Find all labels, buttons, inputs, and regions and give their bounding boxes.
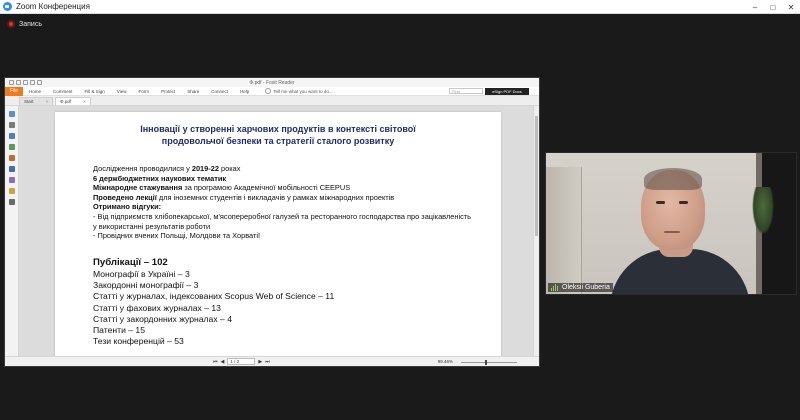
text: Міжнародне стажування <box>93 183 183 193</box>
participant-name: Oleksii Guberia <box>562 284 610 291</box>
scroll-thumb[interactable] <box>535 116 538 236</box>
document-tabs <box>5 96 539 106</box>
zoom-logo-icon <box>3 2 12 11</box>
page-number-input[interactable]: 1 / 2 <box>227 358 255 365</box>
text: Отримано відгуки: <box>93 202 162 212</box>
select-tool-icon[interactable] <box>9 122 15 128</box>
vertical-scrollbar[interactable] <box>533 106 539 356</box>
close-button[interactable]: ✕ <box>787 2 795 12</box>
recording-label: Запись <box>19 20 42 28</box>
publication-item: Монографії в Україні – 3 <box>93 269 190 279</box>
pdf-title-bar <box>5 78 539 87</box>
text: 6 держбюджетних наукових тематик <box>93 173 227 183</box>
video-plant <box>752 187 774 235</box>
recording-indicator[interactable] <box>7 20 42 28</box>
zoom-title-bar <box>0 0 800 14</box>
slide-title <box>65 123 491 147</box>
attachments-icon[interactable] <box>9 166 15 172</box>
pages-icon[interactable] <box>9 144 15 150</box>
close-tab-icon[interactable]: × <box>83 99 86 104</box>
hand-tool-icon[interactable] <box>9 111 15 117</box>
research-period <box>93 164 471 174</box>
maximize-button[interactable]: □ <box>770 2 776 12</box>
layers-icon[interactable] <box>9 177 15 183</box>
years: 2019-22 <box>191 164 219 173</box>
find-input[interactable]: Find <box>449 88 483 94</box>
topics-count <box>93 174 471 184</box>
file-menu[interactable]: File <box>5 87 23 96</box>
last-page-icon[interactable]: ⏭ <box>265 358 270 365</box>
feedback-heading <box>93 202 471 212</box>
window-controls <box>746 0 800 14</box>
menu-view[interactable]: View <box>116 88 127 94</box>
tab-label: Start <box>24 99 34 104</box>
comments-icon[interactable] <box>9 155 15 161</box>
menu-protect[interactable]: Protect <box>160 88 176 94</box>
publication-item: Закордонні монографії – 3 <box>93 280 199 291</box>
publication-item: Статті у фахових журналах – 13 <box>93 302 221 313</box>
signature-icon[interactable] <box>9 199 15 205</box>
participant-eye <box>679 201 688 204</box>
participant-eye <box>656 201 665 204</box>
pdf-window-title: Ф.pdf - Foxit Reader <box>249 79 295 86</box>
first-page-icon[interactable]: ⏮ <box>213 358 218 365</box>
text: Проведено лекції <box>93 192 157 202</box>
text: Дослідження проводилися у <box>93 164 192 173</box>
shared-screen <box>4 77 540 367</box>
menu-home[interactable]: Home <box>29 88 42 94</box>
feedback-item: - Провідних вчених Польщі, Молдови та Хорватії <box>93 231 261 241</box>
pdf-ribbon <box>5 87 539 96</box>
bookmark-icon[interactable] <box>9 133 15 139</box>
text: для іноземних студентів і викладачів у рамках міжнародних проектів <box>156 192 395 202</box>
participant-hair <box>644 168 702 190</box>
pdf-page <box>55 112 501 358</box>
window-title: Zoom Конференция <box>16 2 90 11</box>
audio-level-icon <box>551 284 559 291</box>
text: роках <box>218 164 241 173</box>
title-line: продовольчої безпеки та стратегії сталого розвитку <box>161 136 395 146</box>
zoom-slider[interactable] <box>461 362 517 363</box>
text: за програмою Академічної мобільності CEEPUS <box>182 183 351 193</box>
menu-comment[interactable]: Comment <box>53 88 73 94</box>
zoom-level[interactable]: 99.46% <box>437 359 453 364</box>
next-page-icon[interactable]: ▶ <box>258 358 263 365</box>
publication-item: Патенти – 15 <box>93 325 145 336</box>
tell-me-search[interactable]: Tell me what you want to do... <box>265 88 332 94</box>
record-icon <box>7 20 15 28</box>
participant-name-tag <box>548 283 613 292</box>
menu-form[interactable]: Form <box>138 88 149 94</box>
tab-start[interactable] <box>19 97 53 105</box>
publications-heading: Публікації – 102 <box>93 257 168 268</box>
feedback-item: - Від підприємств хлібопекарської, м'ясопереробної галузей та ресторанного господарства про зацікавленість у використанні результатів роботи <box>93 211 472 231</box>
internship-line <box>93 183 471 193</box>
publication-item: Статті у журналах, індексованих Scopus Web of Science – 11 <box>93 291 335 302</box>
esign-button[interactable]: eSign PDF Docs <box>485 88 529 95</box>
publications <box>93 256 471 347</box>
tab-label: Ф.pdf <box>60 99 72 104</box>
prev-page-icon[interactable]: ◀ <box>220 358 225 365</box>
page-navigation <box>213 358 273 365</box>
lectures-line <box>93 193 471 203</box>
research-summary <box>93 164 471 241</box>
tab-document[interactable] <box>55 97 91 105</box>
minimize-button[interactable]: – <box>752 2 758 12</box>
menu-connect[interactable]: Connect <box>211 88 229 94</box>
video-door <box>546 167 582 295</box>
publication-item: Тези конференцій – 53 <box>93 336 184 347</box>
menu-share[interactable]: Share <box>187 88 200 94</box>
title-line: Інновації у створенні харчових продуктів в контексті світової <box>140 124 416 134</box>
pdf-viewport <box>5 106 539 356</box>
publication-item: Статті у закордонних журналах – 4 <box>93 313 232 324</box>
participant-video[interactable] <box>545 152 797 295</box>
menu-fill-sign[interactable]: Fill & Sign <box>84 88 105 94</box>
participant-mouth <box>664 231 680 233</box>
menu-help[interactable]: Help <box>240 88 250 94</box>
pdf-status-bar <box>5 356 539 366</box>
security-icon[interactable] <box>9 188 15 194</box>
close-tab-icon[interactable]: × <box>45 99 49 104</box>
navigation-panel <box>5 106 19 356</box>
